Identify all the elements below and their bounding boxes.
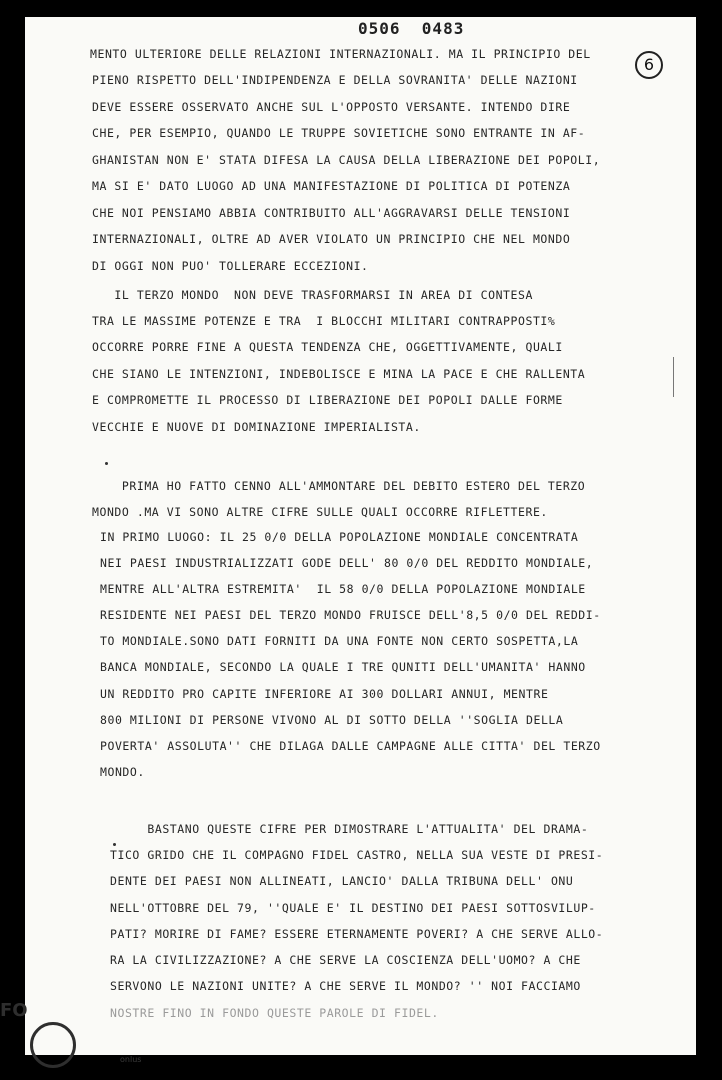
text-line: PIENO RISPETTO DELL'INDIPENDENZA E DELLA SOVRANITA' DELLE NAZIONI: [92, 73, 578, 87]
text-line: NELL'OTTOBRE DEL 79, ''QUALE E' IL DESTINO DEI PAESI SOTTOSVILUP-: [110, 901, 596, 915]
text-line: DEVE ESSERE OSSERVATO ANCHE SUL L'OPPOSTO VERSANTE. INTENDO DIRE: [92, 100, 571, 114]
text-line: TO MONDIALE.SONO DATI FORNITI DA UNA FONTE NON CERTO SOSPETTA,LA: [100, 634, 579, 648]
text-line: OCCORRE PORRE FINE A QUESTA TENDENZA CHE, OGGETTIVAMENTE, QUALI: [92, 340, 563, 354]
text-line: NOSTRE FINO IN FONDO QUESTE PAROLE DI FIDEL.: [110, 1006, 439, 1020]
text-line: VECCHIE E NUOVE DI DOMINAZIONE IMPERIALISTA.: [92, 420, 421, 434]
text-line: POVERTA' ASSOLUTA'' CHE DILAGA DALLE CAMPAGNE ALLE CITTA' DEL TERZO: [100, 739, 601, 753]
text-line: MONDO .MA VI SONO ALTRE CIFRE SULLE QUALI OCCORRE RIFLETTERE.: [92, 505, 548, 519]
document-page: [25, 17, 696, 1055]
text-line: IL TERZO MONDO NON DEVE TRASFORMARSI IN AREA DI CONTESA: [92, 288, 533, 302]
text-line: BANCA MONDIALE, SECONDO LA QUALE I TRE QUNITI DELL'UMANITA' HANNO: [100, 660, 586, 674]
text-line: SERVONO LE NAZIONI UNITE? A CHE SERVE IL MONDO? '' NOI FACCIAMO: [110, 979, 581, 993]
text-line: PATI? MORIRE DI FAME? ESSERE ETERNAMENTE POVERI? A CHE SERVE ALLO-: [110, 927, 604, 941]
watermark-letters: FO: [0, 1000, 28, 1021]
text-line: INTERNAZIONALI, OLTRE AD AVER VIOLATO UN PRINCIPIO CHE NEL MONDO: [92, 232, 571, 246]
text-line: IN PRIMO LUOGO: IL 25 0/0 DELLA POPOLAZIONE MONDIALE CONCENTRATA: [100, 530, 579, 544]
text-line: CHE NOI PENSIAMO ABBIA CONTRIBUITO ALL'AGGRAVARSI DELLE TENSIONI: [92, 206, 571, 220]
text-line: TICO GRIDO CHE IL COMPAGNO FIDEL CASTRO, NELLA SUA VESTE DI PRESI-: [110, 848, 604, 862]
text-line: MENTO ULTERIORE DELLE RELAZIONI INTERNAZIONALI. MA IL PRINCIPIO DEL: [90, 47, 591, 61]
text-line: 800 MILIONI DI PERSONE VIVONO AL DI SOTTO DELLA ''SOGLIA DELLA: [100, 713, 564, 727]
text-line: DENTE DEI PAESI NON ALLINEATI, LANCIO' DALLA TRIBUNA DELL' ONU: [110, 874, 574, 888]
ink-speck: [105, 462, 108, 465]
text-line: GHANISTAN NON E' STATA DIFESA LA CAUSA DELLA LIBERAZIONE DEI POPOLI,: [92, 153, 601, 167]
text-line: RA LA CIVILIZZAZIONE? A CHE SERVE LA COSCIENZA DELL'UOMO? A CHE: [110, 953, 581, 967]
text-line: RESIDENTE NEI PAESI DEL TERZO MONDO FRUISCE DELL'8,5 0/0 DEL REDDI-: [100, 608, 601, 622]
text-line: TRA LE MASSIME POTENZE E TRA I BLOCCHI MILITARI CONTRAPPOSTI%: [92, 314, 556, 328]
text-line: UN REDDITO PRO CAPITE INFERIORE AI 300 DOLLARI ANNUI, MENTRE: [100, 687, 549, 701]
watermark-suffix: onlus: [120, 1055, 142, 1064]
text-line: NEI PAESI INDUSTRIALIZZATI GODE DELL' 80 0/0 DEL REDDITO MONDIALE,: [100, 556, 594, 570]
text-line: MA SI E' DATO LUOGO AD UNA MANIFESTAZIONE DI POLITICA DI POTENZA: [92, 179, 571, 193]
text-line: CHE, PER ESEMPIO, QUANDO LE TRUPPE SOVIETICHE SONO ENTRANTE IN AF-: [92, 126, 586, 140]
watermark-ring-icon: [30, 1022, 76, 1068]
text-line: PRIMA HO FATTO CENNO ALL'AMMONTARE DEL DEBITO ESTERO DEL TERZO: [92, 479, 586, 493]
margin-mark: [673, 357, 674, 397]
text-line: MONDO.: [100, 765, 145, 779]
text-line: E COMPROMETTE IL PROCESSO DI LIBERAZIONE DEI POPOLI DALLE FORME: [92, 393, 563, 407]
text-line: CHE SIANO LE INTENZIONI, INDEBOLISCE E MINA LA PACE E CHE RALLENTA: [92, 367, 586, 381]
text-line: DI OGGI NON PUO' TOLLERARE ECCEZIONI.: [92, 259, 369, 273]
ink-speck: [113, 843, 116, 846]
text-line: BASTANO QUESTE CIFRE PER DIMOSTRARE L'ATTUALITA' DEL DRAMA-: [110, 822, 589, 836]
archive-watermark: [0, 1000, 60, 1080]
archive-code: 0506 0483: [358, 19, 465, 38]
text-line: MENTRE ALL'ALTRA ESTREMITA' IL 58 0/0 DELLA POPOLAZIONE MONDIALE: [100, 582, 586, 596]
page-number-circle: 6: [635, 51, 663, 79]
